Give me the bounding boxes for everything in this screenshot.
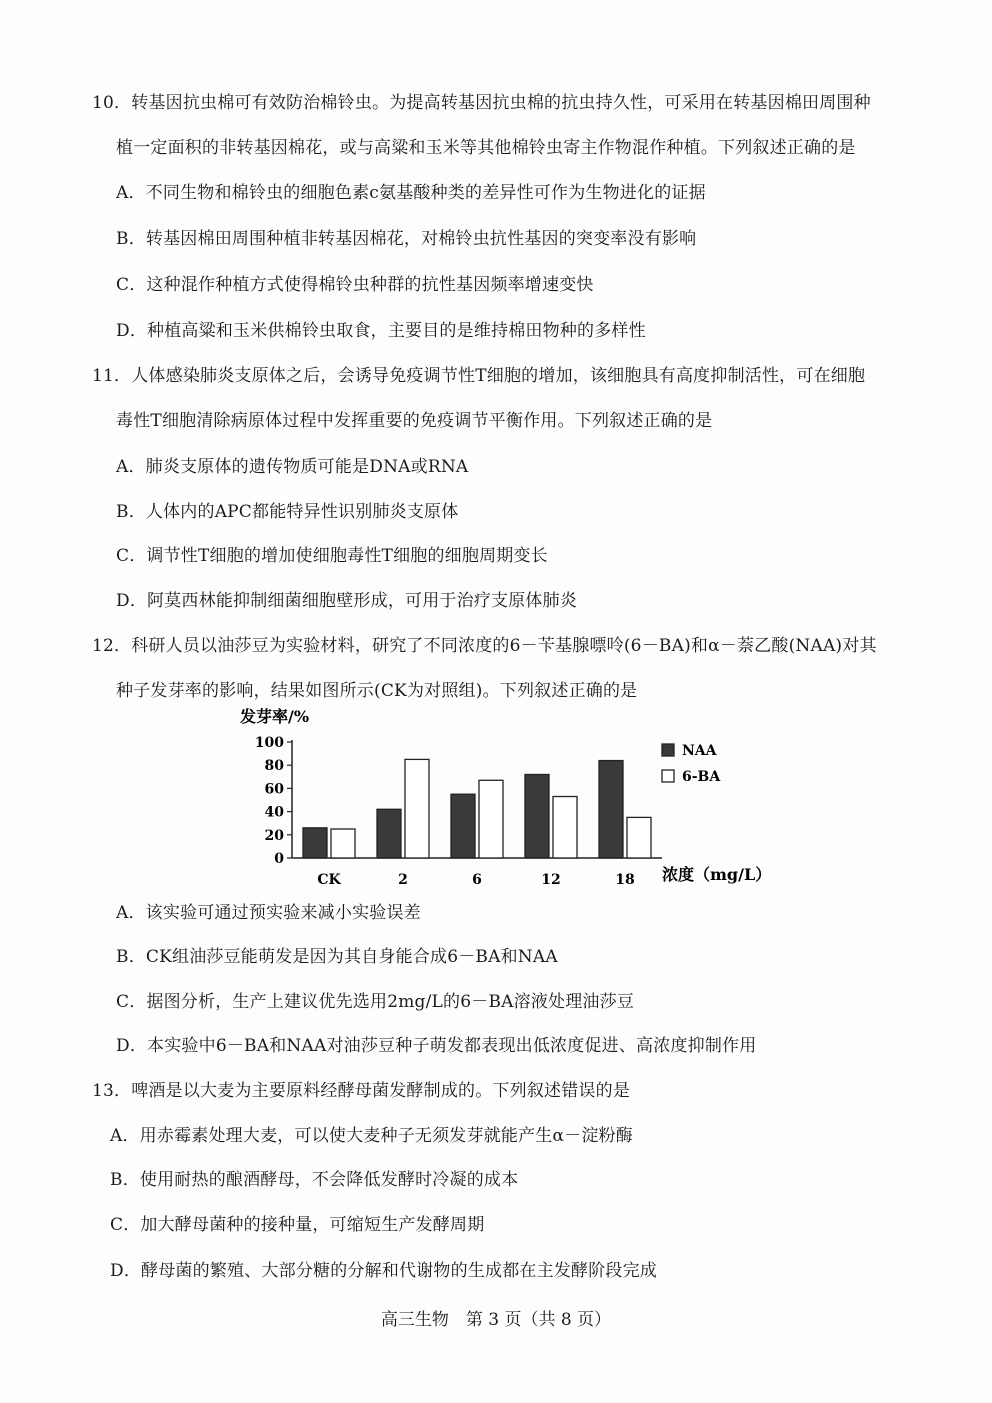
chart-legend-swatch	[662, 744, 674, 756]
q13-option-b: B．使用耐热的酿酒酵母，不会降低发酵时冷凝的成本	[110, 1170, 519, 1190]
q10-stem-line-1: 10．转基因抗虫棉可有效防治棉铃虫。为提高转基因抗虫棉的抗虫持久性，可采用在转基因棉田周围种	[92, 93, 871, 113]
chart-svg	[230, 700, 790, 890]
q13-stem-line-1: 13．啤酒是以大麦为主要原料经酵母菌发酵制成的。下列叙述错误的是	[92, 1081, 631, 1101]
chart-bar-naa	[599, 761, 623, 858]
q12-stem-line-2: 种子发芽率的影响，结果如图所示(CK为对照组)。下列叙述正确的是	[116, 681, 638, 701]
chart-bar-naa	[451, 794, 475, 858]
q11-stem-line-1: 11．人体感染肺炎支原体之后，会诱导免疫调节性T细胞的增加，该细胞具有高度抑制活性，可在细胞	[92, 366, 866, 386]
chart-y-tick-label: 60	[264, 781, 284, 798]
q10-option-d: D．种植高粱和玉米供棉铃虫取食，主要目的是维持棉田物种的多样性	[116, 321, 646, 341]
q13-option-a: A．用赤霉素处理大麦，可以使大麦种子无须发芽就能产生α－淀粉酶	[110, 1126, 633, 1146]
chart-legend	[662, 743, 721, 785]
chart-x-tick-label: 12	[541, 872, 561, 888]
chart-bar-naa	[303, 828, 327, 858]
q12-option-a: A．该实验可通过预实验来减小实验误差	[116, 903, 421, 923]
q10-option-c: C．这种混作种植方式使得棉铃虫种群的抗性基因频率增速变快	[116, 275, 594, 295]
chart-bar-naa	[525, 774, 549, 858]
chart-bar-6-ba	[553, 797, 577, 858]
q11-stem-line-2: 毒性T细胞清除病原体过程中发挥重要的免疫调节平衡作用。下列叙述正确的是	[116, 411, 713, 431]
q12-stem-line-1: 12．科研人员以油莎豆为实验材料，研究了不同浓度的6－苄基腺嘌呤(6－BA)和α－萘乙酸(NAA)对其	[92, 636, 877, 656]
chart-legend-label: 6-BA	[682, 769, 721, 785]
q13-option-d: D．酵母菌的繁殖、大部分糖的分解和代谢物的生成都在主发酵阶段完成	[110, 1261, 658, 1281]
chart-bar-naa	[377, 809, 401, 858]
chart-y-tick-label: 20	[264, 827, 284, 844]
chart-x-tick-label: 2	[398, 872, 408, 888]
chart-x-tick-label: CK	[317, 872, 341, 888]
chart-legend-label: NAA	[682, 743, 717, 759]
q10-option-a: A．不同生物和棉铃虫的细胞色素c氨基酸种类的差异性可作为生物进化的证据	[116, 183, 706, 203]
chart-x-axis-label: 浓度（mg/L）	[662, 865, 772, 884]
chart-x-tick-label: 18	[615, 872, 635, 888]
chart-y-axis-label: 发芽率/%	[240, 707, 310, 726]
germination-bar-chart	[230, 700, 790, 890]
q13-option-c: C．加大酵母菌种的接种量，可缩短生产发酵周期	[110, 1215, 485, 1235]
chart-y-tick-label: 40	[264, 804, 284, 821]
q10-option-b: B．转基因棉田周围种植非转基因棉花，对棉铃虫抗性基因的突变率没有影响	[116, 229, 697, 249]
chart-bar-6-ba	[627, 817, 651, 858]
q11-option-a: A．肺炎支原体的遗传物质可能是DNA或RNA	[116, 457, 469, 477]
chart-bar-6-ba	[405, 759, 429, 858]
q11-option-b: B．人体内的APC都能特异性识别肺炎支原体	[116, 502, 459, 522]
chart-legend-swatch	[662, 770, 674, 782]
chart-bar-6-ba	[331, 829, 355, 858]
q11-option-d: D．阿莫西林能抑制细菌细胞壁形成，可用于治疗支原体肺炎	[116, 591, 578, 611]
chart-y-tick-label: 100	[254, 735, 284, 751]
chart-y-tick-label: 0	[274, 851, 284, 867]
q10-stem-line-2: 植一定面积的非转基因棉花，或与高粱和玉米等其他棉铃虫寄主作物混作种植。下列叙述正确的是	[116, 138, 856, 158]
chart-y-tick-label: 80	[264, 758, 284, 775]
q12-option-c: C．据图分析，生产上建议优先选用2mg/L的6－BA溶液处理油莎豆	[116, 992, 635, 1012]
chart-x-tick-label: 6	[472, 872, 482, 888]
q12-option-b: B．CK组油莎豆能萌发是因为其自身能合成6－BA和NAA	[116, 947, 558, 967]
q11-option-c: C．调节性T细胞的增加使细胞毒性T细胞的细胞周期变长	[116, 546, 548, 566]
page-footer: 高三生物 第 3 页（共 8 页）	[380, 1310, 612, 1330]
q12-option-d: D．本实验中6－BA和NAA对油莎豆种子萌发都表现出低浓度促进、高浓度抑制作用	[116, 1036, 757, 1056]
chart-bar-6-ba	[479, 780, 503, 858]
